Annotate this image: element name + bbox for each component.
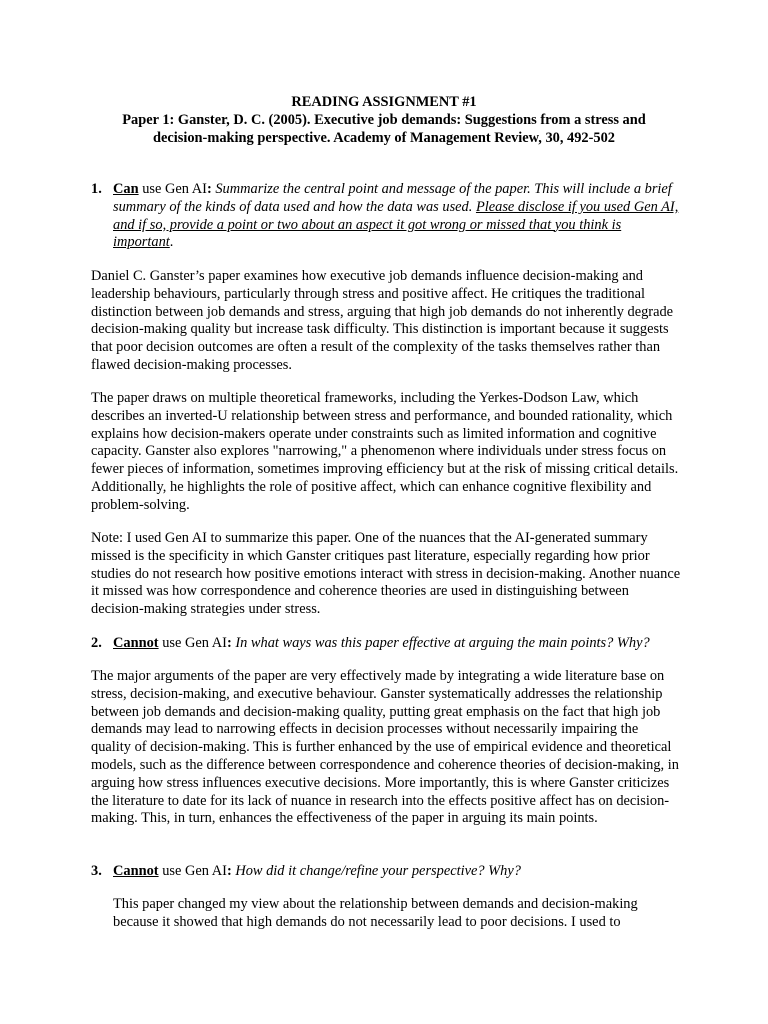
question-1-number: 1.	[91, 181, 102, 197]
question-3-text	[113, 863, 683, 881]
question-2-permission: Cannot	[113, 635, 159, 651]
question-1-disclosure: Please disclose if you used Gen AI, and if so, provide a point or two about an aspect it got wrong or missed that you think is important	[113, 198, 679, 251]
question-3-prompt: How did it change/refine your perspective? Why?	[231, 863, 521, 879]
paper-citation-line-2: decision-making perspective. Academy of Management Review, 30, 492-502	[152, 130, 616, 146]
question-2-uses: use Gen AI	[158, 635, 227, 651]
question-3-permission: Cannot	[113, 863, 159, 879]
question-1-permission: Can	[113, 181, 139, 197]
question-1-prompt: Summarize the central point and message of the paper. This will include a brief summary of the kinds of data used and how the data was used.	[113, 181, 672, 215]
question-3-number: 3.	[91, 863, 102, 879]
question-3-uses: use Gen AI	[158, 863, 227, 879]
paper-citation-line-1: Paper 1: Ganster, D. C. (2005). Executive job demands: Suggestions from a stress and	[122, 112, 646, 128]
answer-3-paragraph: This paper changed my view about the relationship between demands and decision-making because it showed that high demands do not necessarily lead to poor decisions. I used to	[113, 896, 638, 930]
question-3-colon: :	[226, 863, 232, 879]
answer-2-paragraph: The major arguments of the paper are very effectively made by integrating a wide literature base on stress, decision-making, and executive behaviour. Ganster systematically addresses the relationship between job demands and decision-making quality, putting great emphasis on the fact that high job demands may lead to narrowing effects in decision processes without necessarily impairing the quality of decision-making. This is further enhanced by the use of empirical evidence and theoretical models, such as the difference between correspondence and coherence theories of decision-making, in arguing how stress influences executive decisions. More importantly, this is where Ganster criticizes the literature to date for its lack of nuance in research into the effects positive affect has on decision-making. This, in turn, enhances the effectiveness of the paper in arguing its main points.	[91, 668, 679, 827]
question-1-uses: use Gen AI	[138, 181, 207, 197]
answer-1-paragraph-1: Daniel C. Ganster’s paper examines how executive job demands influence decision-making and leadership behaviours, particularly through stress and positive affect. He critiques the traditional distinction between job demands and stress, arguing that high job demands do not inherently degrade decision-making quality but increase task difficulty. This distinction is important because it suggests that poor decision outcomes are often a result of the complexity of the tasks themselves rather than flawed decision-making processes.	[91, 268, 674, 373]
question-1-colon: :	[206, 181, 212, 197]
question-2-text	[113, 635, 683, 653]
question-2-prompt: In what ways was this paper effective at arguing the main points? Why?	[231, 635, 650, 651]
answer-1-paragraph-2: The paper draws on multiple theoretical frameworks, including the Yerkes-Dodson Law, which describes an inverted-U relationship between stress and performance, and bounded rationality, which explains how decision-makers operate under constraints such as limited information and cognitive capacity. Ganster also explores "narrowing," a phenomenon where individuals under stress focus on fewer pieces of information, sometimes improving efficiency but at the risk of missing critical details. Additionally, he highlights the role of positive affect, which can enhance cognitive flexibility and problem-solving.	[91, 390, 679, 513]
question-2-number: 2.	[91, 635, 102, 651]
question-1-period: .	[169, 234, 174, 251]
question-2-colon: :	[226, 635, 232, 651]
question-1-text	[113, 181, 683, 252]
answer-1-note: Note: I used Gen AI to summarize this paper. One of the nuances that the AI-generated summary missed is the specificity in which Ganster critiques past literature, especially regarding how prior studies do not research how positive emotions interact with stress in decision-making. Another nuance it missed was how correspondence and coherence theories are used in distinguishing between decision-making strategies under stress.	[91, 530, 681, 618]
assignment-title: READING ASSIGNMENT #1	[291, 94, 477, 110]
